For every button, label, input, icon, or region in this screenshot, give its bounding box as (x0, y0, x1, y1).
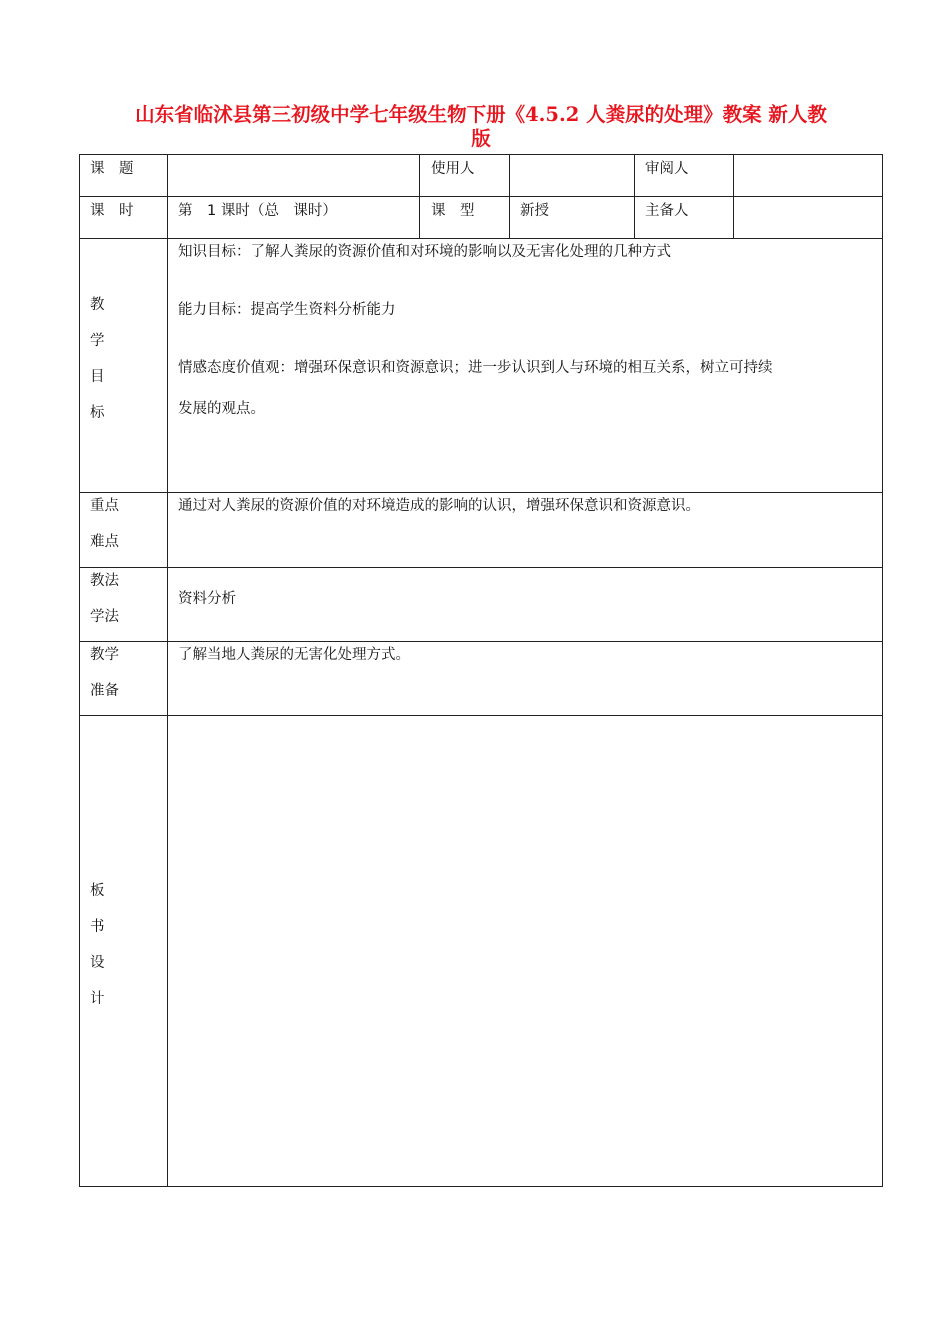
table-border-right (882, 154, 883, 1187)
column-divider (509, 154, 510, 239)
objectives-label-char: 目 (90, 369, 105, 385)
key-points-label-line-1: 重点 (90, 498, 119, 514)
column-divider (733, 154, 734, 239)
board-label-char: 计 (90, 991, 105, 1007)
column-divider (167, 154, 168, 1187)
key-points-label-line-2: 难点 (90, 534, 119, 550)
row-divider (79, 492, 883, 493)
table-border-left (79, 154, 80, 1187)
objectives-label-char: 学 (90, 333, 105, 349)
row-divider (79, 641, 883, 642)
emotion-objective-line-2: 发展的观点。 (178, 401, 265, 417)
column-divider (634, 154, 635, 239)
type-label: 课 型 (431, 203, 475, 219)
title-line-2: 版 (471, 127, 491, 150)
board-label-char: 板 (90, 883, 105, 899)
objectives-label-char: 教 (90, 297, 105, 313)
preparer-label: 主备人 (645, 203, 689, 219)
preparation-label-line-2: 准备 (90, 683, 119, 699)
preparation-content: 了解当地人粪尿的无害化处理方式。 (178, 647, 410, 663)
board-label-char: 书 (90, 919, 105, 935)
type-value: 新授 (520, 203, 549, 219)
row-divider (79, 238, 883, 239)
key-points-content: 通过对人粪尿的资源价值的对环境造成的影响的认识，增强环保意识和资源意识。 (178, 498, 700, 514)
column-divider (419, 154, 420, 239)
title-line-1: 山东省临沭县第三初级中学七年级生物下册《4.5.2 人粪尿的处理》教案 新人教 (135, 103, 827, 126)
methods-label-line-2: 学法 (90, 609, 119, 625)
topic-label: 课 题 (90, 161, 134, 177)
document-title (80, 103, 882, 151)
period-label: 课 时 (90, 203, 134, 219)
period-value: 第 1 课时（总 课时） (178, 203, 337, 219)
table-border-bottom (79, 1186, 883, 1187)
objectives-label-char: 标 (90, 405, 105, 421)
user-label: 使用人 (431, 161, 475, 177)
preparation-label-line-1: 教学 (90, 647, 119, 663)
row-divider (79, 715, 883, 716)
emotion-objective-line-1: 情感态度价值观：增强环保意识和资源意识；进一步认识到人与环境的相互关系，树立可持续 (178, 360, 773, 376)
table-border-top (79, 154, 883, 155)
ability-objective: 能力目标：提高学生资料分析能力 (178, 302, 396, 318)
board-label-char: 设 (90, 955, 105, 971)
methods-label-line-1: 教法 (90, 573, 119, 589)
methods-content: 资料分析 (178, 591, 236, 607)
reviewer-label: 审阅人 (645, 161, 689, 177)
row-divider (79, 196, 883, 197)
knowledge-objective: 知识目标：了解人粪尿的资源价值和对环境的影响以及无害化处理的几种方式 (178, 244, 671, 260)
row-divider (79, 567, 883, 568)
